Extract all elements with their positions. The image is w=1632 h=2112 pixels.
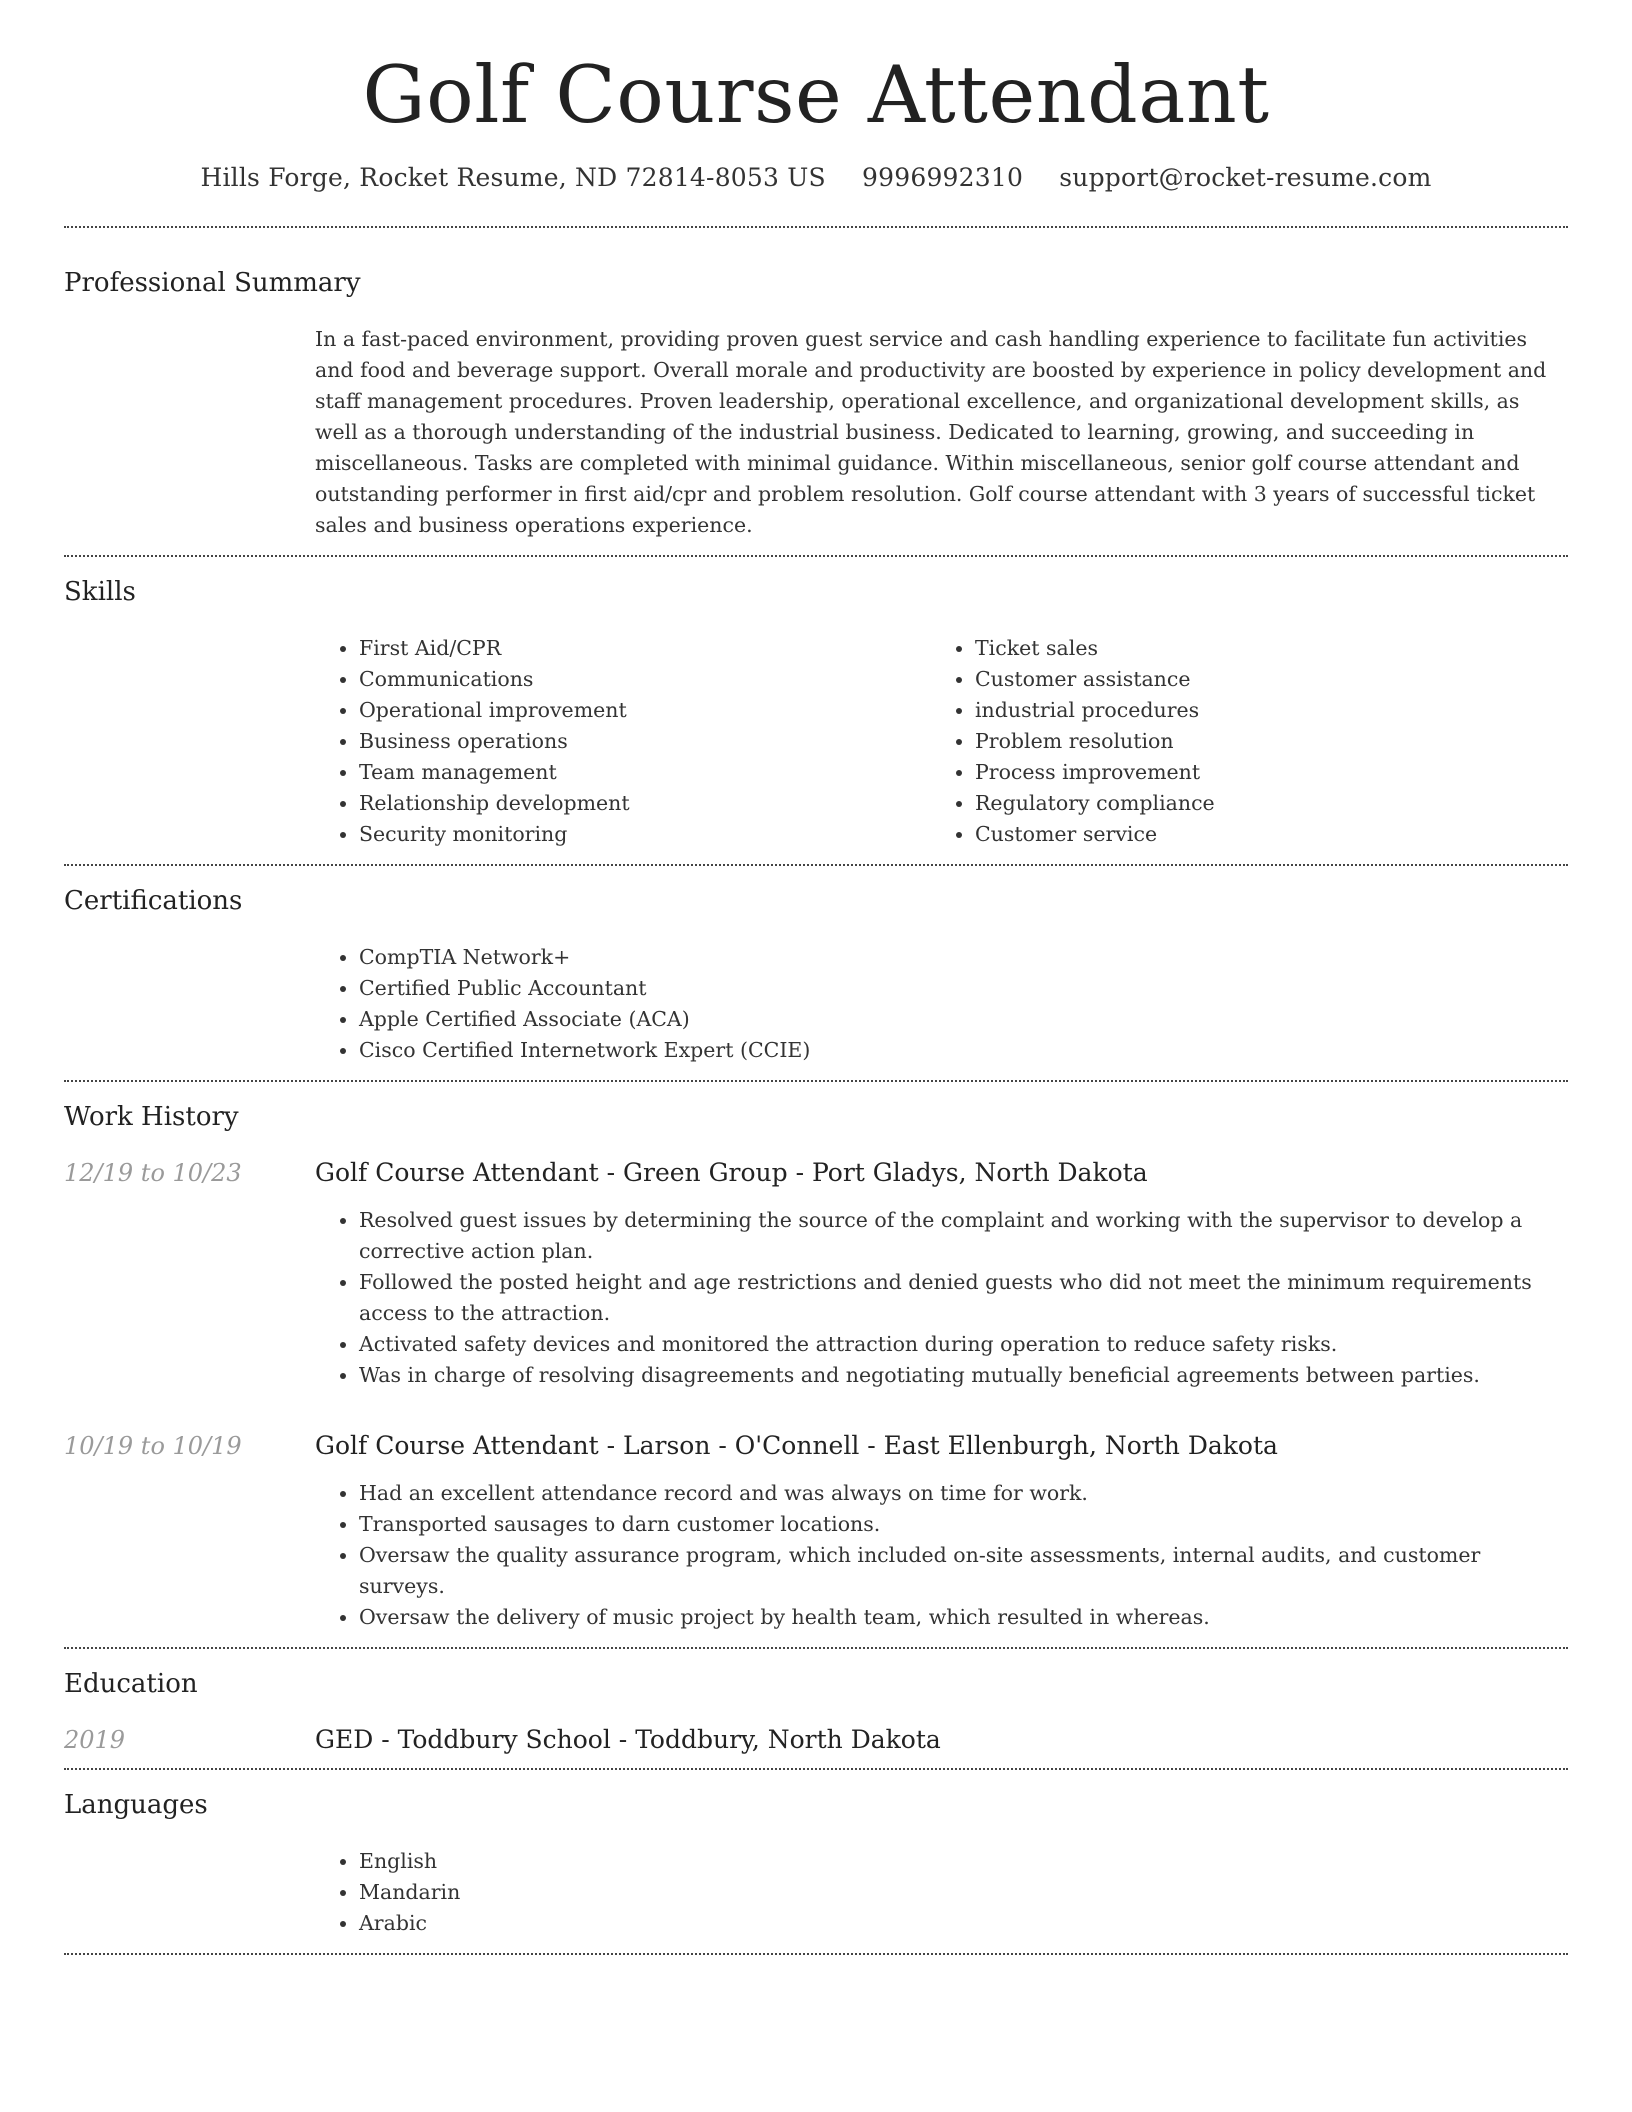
skill-item: • Customer assistance bbox=[975, 664, 1547, 695]
skill-item: • Ticket sales bbox=[975, 633, 1547, 664]
languages-title: Languages bbox=[64, 1789, 208, 1820]
skill-item: • Team management bbox=[359, 757, 931, 788]
certifications-title: Certifications bbox=[64, 885, 243, 916]
job-bullet: • Followed the posted height and age restrictions and denied guests who did not meet the minimum requirements access to the attraction. bbox=[359, 1267, 1568, 1329]
skills-grid bbox=[315, 633, 1568, 850]
contact-line bbox=[64, 163, 1568, 192]
certifications-body bbox=[315, 942, 1568, 1066]
education-title: Education bbox=[64, 1668, 198, 1699]
skill-item: • Relationship development bbox=[359, 788, 931, 819]
languages-section bbox=[64, 1770, 1568, 1953]
job-bullet: • Oversaw the quality assurance program, which included on-site assessments, internal audits, and customer surveys. bbox=[359, 1540, 1568, 1602]
job-bullet: • Was in charge of resolving disagreements and negotiating mutually beneficial agreements between parties. bbox=[359, 1360, 1568, 1391]
job-bullet: • Resolved guest issues by determining the source of the complaint and working with the supervisor to develop a corrective action plan. bbox=[359, 1205, 1568, 1267]
skills-list-left bbox=[315, 633, 931, 850]
contact-address: Hills Forge, Rocket Resume, ND 72814-8053 US bbox=[200, 162, 826, 192]
job-heading: Golf Course Attendant - Larson - O'Connell - East Ellenburgh, North Dakota bbox=[315, 1430, 1278, 1460]
skill-item: • industrial procedures bbox=[975, 695, 1547, 726]
education-year: 2019 bbox=[64, 1725, 126, 1754]
job-dates: 12/19 to 10/23 bbox=[64, 1158, 242, 1187]
job-entry bbox=[64, 1431, 1568, 1460]
contact-phone: 9996992310 bbox=[862, 162, 1024, 192]
language-item: • English bbox=[359, 1846, 1568, 1877]
education-entry bbox=[64, 1725, 1568, 1754]
job-bullet-list bbox=[315, 1205, 1568, 1391]
job-entry bbox=[64, 1158, 1568, 1187]
job-bullet: • Had an excellent attendance record and was always on time for work. bbox=[359, 1478, 1568, 1509]
education-section bbox=[64, 1649, 1568, 1768]
skills-list-right bbox=[931, 633, 1547, 850]
certification-item: • CompTIA Network+ bbox=[359, 942, 1568, 973]
skill-item: • First Aid/CPR bbox=[359, 633, 931, 664]
job-bullets bbox=[315, 1205, 1568, 1391]
languages-list bbox=[315, 1846, 1568, 1939]
languages-body bbox=[315, 1846, 1568, 1939]
job-bullet: • Activated safety devices and monitored the attraction during operation to reduce safety risks. bbox=[359, 1329, 1568, 1360]
skill-item: • Business operations bbox=[359, 726, 931, 757]
entry-spacer bbox=[64, 1391, 1568, 1427]
work-history-title: Work History bbox=[64, 1101, 239, 1132]
skill-item: • Regulatory compliance bbox=[975, 788, 1547, 819]
skills-section bbox=[64, 557, 1568, 864]
skill-item: • Customer service bbox=[975, 819, 1547, 850]
skill-item: • Problem resolution bbox=[975, 726, 1547, 757]
skills-title: Skills bbox=[64, 576, 136, 607]
education-heading: GED - Toddbury School - Toddbury, North Dakota bbox=[315, 1724, 941, 1754]
work-history-section bbox=[64, 1082, 1568, 1647]
skill-item: • Process improvement bbox=[975, 757, 1547, 788]
summary-section bbox=[64, 228, 1568, 555]
summary-body bbox=[315, 324, 1568, 541]
contact-email: support@rocket-resume.com bbox=[1059, 162, 1432, 192]
job-dates: 10/19 to 10/19 bbox=[64, 1431, 242, 1460]
certification-item: • Certified Public Accountant bbox=[359, 973, 1568, 1004]
job-bullets bbox=[315, 1478, 1568, 1633]
skill-item: • Communications bbox=[359, 664, 931, 695]
job-bullet-list bbox=[315, 1478, 1568, 1633]
summary-title: Professional Summary bbox=[64, 267, 361, 298]
skill-item: • Security monitoring bbox=[359, 819, 931, 850]
certifications-list bbox=[315, 942, 1568, 1066]
certifications-section bbox=[64, 866, 1568, 1080]
language-item: • Mandarin bbox=[359, 1877, 1568, 1908]
skill-item: • Operational improvement bbox=[359, 695, 931, 726]
summary-text: In a fast-paced environment, providing proven guest service and cash handling experience to facilitate fun activities and food and beverage support. Overall morale and productivity are boosted by experience in policy development and staff management procedures. Proven leadership, operational excellence, and organizational development skills, as well as a thorough understanding of the industrial business. Dedicated to learning, growing, and succeeding in miscellaneous. Tasks are completed with minimal guidance. Within miscellaneous, senior golf course attendant and outstanding performer in first aid/cpr and problem resolution. Golf course attendant with 3 years of successful ticket sales and business operations experience. bbox=[315, 326, 1547, 537]
job-bullet: • Transported sausages to darn customer locations. bbox=[359, 1509, 1568, 1540]
certification-item: • Apple Certified Associate (ACA) bbox=[359, 1004, 1568, 1035]
certification-item: • Cisco Certified Internetwork Expert (CCIE) bbox=[359, 1035, 1568, 1066]
language-item: • Arabic bbox=[359, 1908, 1568, 1939]
job-heading: Golf Course Attendant - Green Group - Port Gladys, North Dakota bbox=[315, 1157, 1148, 1187]
job-bullet: • Oversaw the delivery of music project by health team, which resulted in whereas. bbox=[359, 1602, 1568, 1633]
section-divider bbox=[64, 1953, 1568, 1955]
resume-header bbox=[64, 0, 1568, 192]
candidate-name: Golf Course Attendant bbox=[362, 49, 1270, 141]
